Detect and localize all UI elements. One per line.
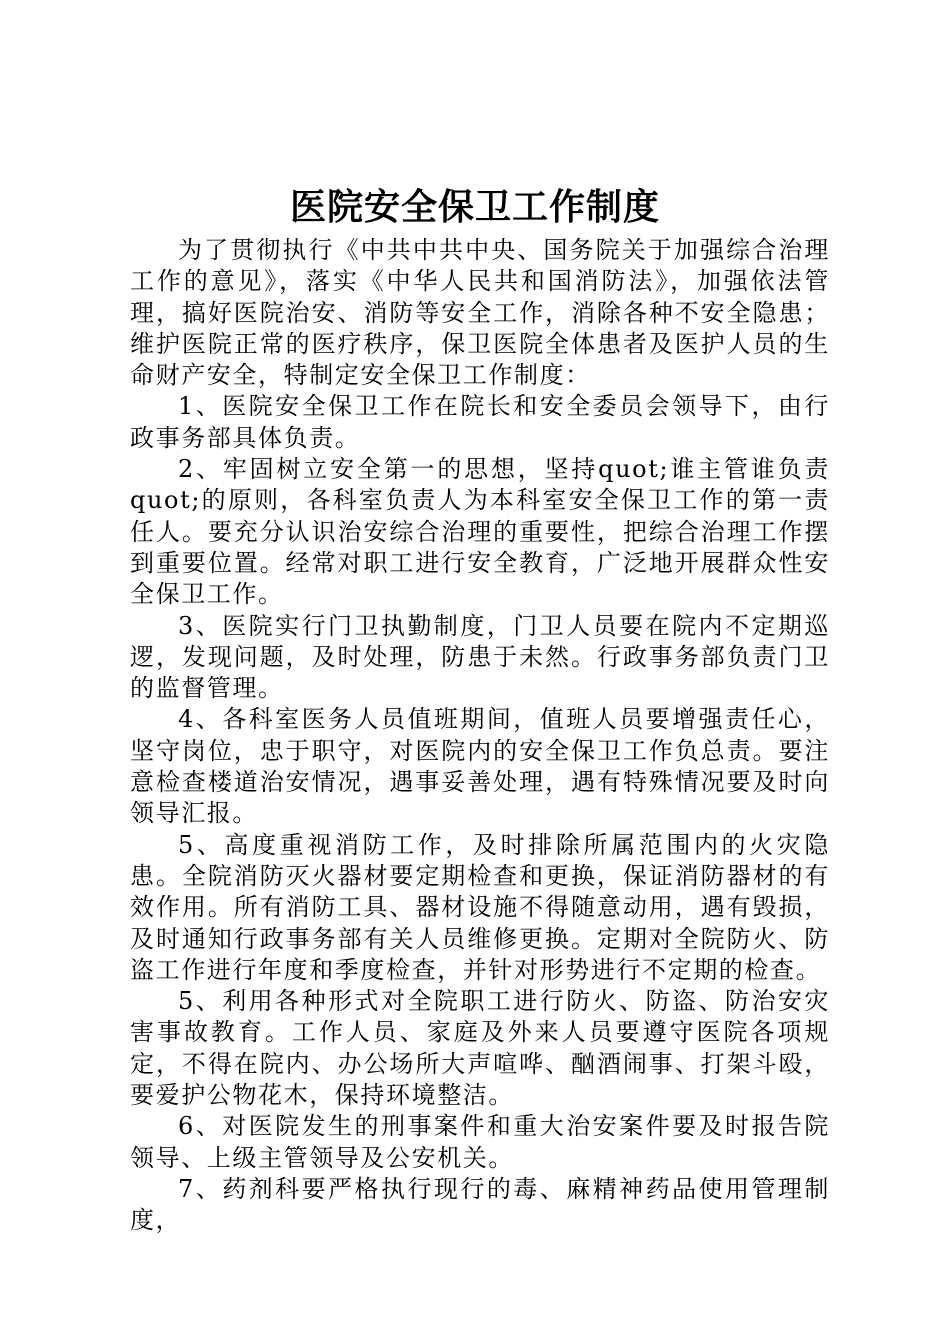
paragraph-item-6: 6、对医院发生的刑事案件和重大治安案件要及时报告院领导、上级主管领导及公安机关。: [130, 1112, 830, 1172]
paragraph-intro: 为了贯彻执行《中共中共中央、国务院关于加强综合治理工作的意见》，落实《中华人民共和国消防法》，加强依法管理，搞好医院治安、消防等安全工作，消除各种不安全隐患；维护医院正常的医疗秩序，保卫医院全体患者及医护人员的生命财产安全，特制定安全保卫工作制度：: [130, 236, 830, 390]
paragraph-item-5b: 5、利用各种形式对全院职工进行防火、防盗、防治安灾害事故教育。工作人员、家庭及外来人员要遵守医院各项规定，不得在院内、办公场所大声喧哗、酗酒闹事、打架斗殴，要爱护公物花木，保持环境整洁。: [130, 987, 830, 1110]
paragraph-item-3: 3、医院实行门卫执勤制度，门卫人员要在院内不定期巡逻，发现问题，及时处理，防患于未然。行政事务部负责门卫的监督管理。: [130, 611, 830, 703]
paragraph-item-4: 4、各科室医务人员值班期间，值班人员要增强责任心，坚守岗位，忠于职守，对医院内的安全保卫工作负总责。要注意检查楼道治安情况，遇事妥善处理，遇有特殊情况要及时向领导汇报。: [130, 705, 830, 828]
paragraph-item-5a: 5、高度重视消防工作，及时排除所属范围内的火灾隐患。全院消防灭火器材要定期检查和更换，保证消防器材的有效作用。所有消防工具、器材设施不得随意动用，遇有毁损，及时通知行政事务部有关人员维修更换。定期对全院防火、防盗工作进行年度和季度检查，并针对形势进行不定期的检查。: [130, 830, 830, 984]
paragraph-item-7: 7、药剂科要严格执行现行的毒、麻精神药品使用管理制度，: [130, 1174, 830, 1235]
paragraph-item-2: 2、牢固树立安全第一的思想，坚持quot;谁主管谁负责quot;的原则，各科室负责人为本科室安全保卫工作的第一责任人。要充分认识治安综合治理的重要性，把综合治理工作摆到重要位置。经常对职工进行安全教育，广泛地开展群众性安全保卫工作。: [130, 455, 830, 609]
document-body: [130, 235, 830, 1237]
paragraph-item-1: 1、医院安全保卫工作在院长和安全委员会领导下，由行政事务部具体负责。: [130, 392, 830, 452]
document-title: 医院安全保卫工作制度: [289, 186, 660, 228]
